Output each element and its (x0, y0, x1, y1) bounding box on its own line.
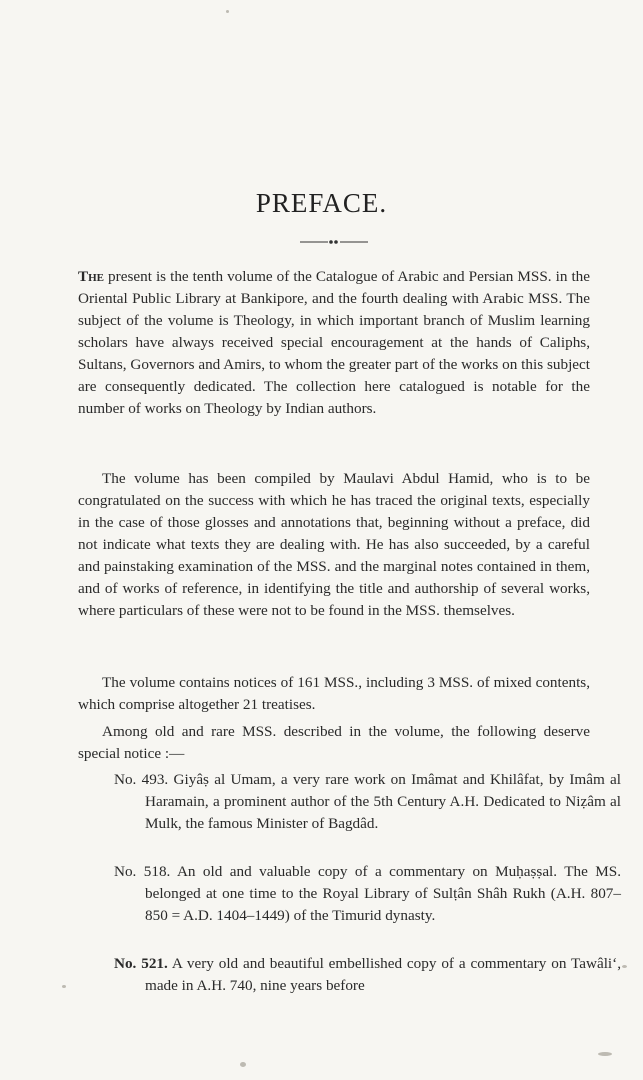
title-ornament (300, 238, 368, 246)
paper-speck (622, 965, 627, 968)
paper-speck (226, 10, 229, 13)
entry-item (114, 769, 621, 835)
paper-speck (598, 1052, 612, 1056)
entry-item (114, 861, 621, 927)
paragraph-contents: The volume contains notices of 161 MSS., including 3 MSS. of mixed contents, which comprise altogether 21 treatises. (78, 674, 590, 713)
paragraph-text: present is the tenth volume of the Catalogue of Arabic and Persian MSS. in the Oriental Public Library at Bankipore, and the fourth dealing with Arabic MSS. The subject of the volume is Theology, in which important branch of Muslim learning scholars have always received special encouragement at the hands of Caliphs, Sultans, Governors and Amirs, to whom the greater part of the works on this subject are consequently dedicated. The collection here catalogued is notable for the number of works on Theology by Indian authors. (78, 268, 590, 417)
entry-text: An old and valuable copy of a commentary on Muḥaṣṣal. The MS. belonged at one time to the Royal Library of Sulṭân Shâh Rukh (A.H. 807–850 = A.D. 1404–1449) of the Timurid dynasty. (145, 863, 621, 924)
entry-text: A very old and beautiful embellished copy of a commentary on Tawâliʻ, made in A.H. 740, nine years before (145, 955, 621, 994)
entry-number: No. 493. (114, 771, 169, 788)
paper-speck (240, 1062, 246, 1067)
entry-number: No. 518. (114, 863, 171, 880)
entry-item (114, 953, 621, 997)
paper-speck (62, 985, 66, 988)
entry-number: No. 521. (114, 955, 168, 972)
page-title: PREFACE. (255, 188, 388, 218)
paragraph-compiler: The volume has been compiled by Maulavi Abdul Hamid, who is to be congratulated on the success with which he has traced the original texts, especially in the case of those glosses and annotations that, beginning without a preface, did not indicate what texts they are dealing with. He has also succeeded, by a careful and painstaking examination of the MSS. and the marginal notes contained in them, and of works of reference, in identifying the title and authorship of several works, where particulars of these were not to be found in the MSS. themselves. (78, 470, 590, 619)
paragraph-notable: Among old and rare MSS. described in the volume, the following deserve special notice :— (78, 723, 590, 762)
entry-text: Giyâṣ al Umam, a very rare work on Imâmat and Khilâfat, by Imâm al Haramain, a prominent author of the 5th Century A.H. Dedicated to Niẓâm al Mulk, the famous Minister of Bagdâd. (145, 771, 622, 832)
paragraph-intro (78, 266, 590, 420)
paragraph-lead: The (78, 268, 105, 285)
